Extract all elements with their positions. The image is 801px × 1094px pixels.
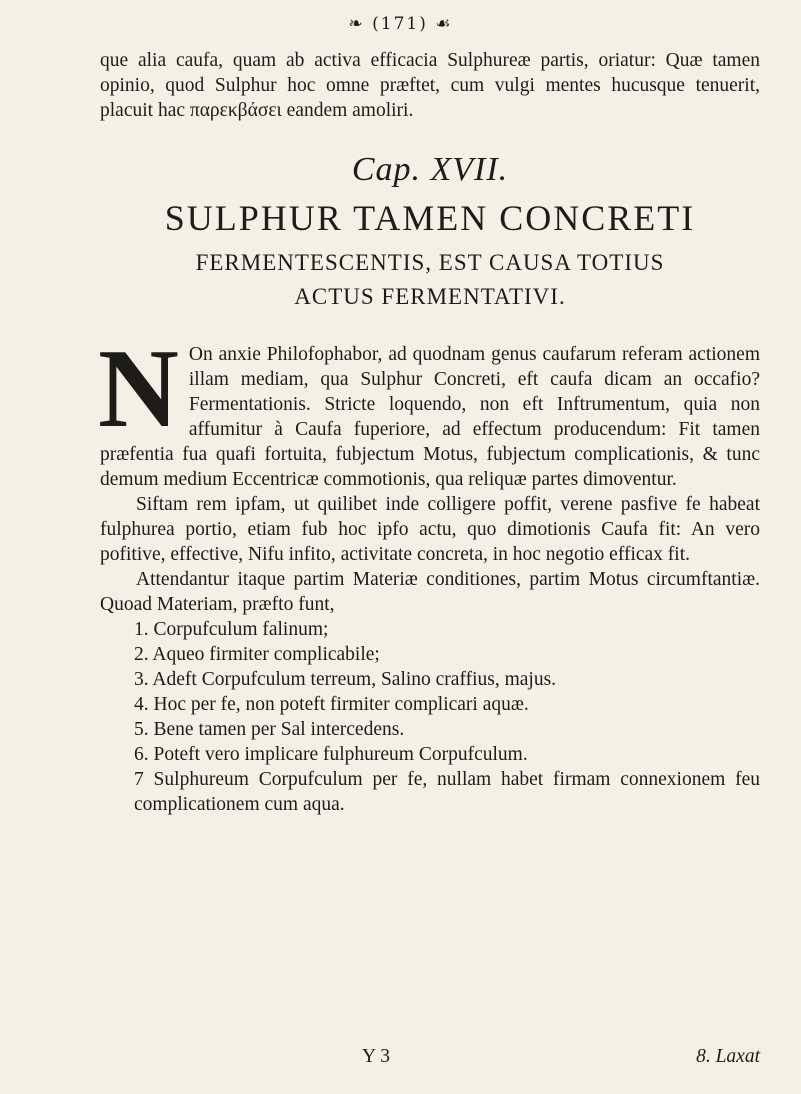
list-item: 5. Bene tamen per Sal intercedens. xyxy=(134,719,405,740)
intro-paragraph: que alia caufa, quam ab activa efficacia Sulphureæ partis, oriatur: Quæ tamen opinio, quod Sulphur hoc omne præftet, cum vulgi mentes hucusque tenuerit, placuit hac παρεκβάσει eandem amoliri. xyxy=(100,50,760,121)
list-item: 1. Corpufculum falinum; xyxy=(134,619,329,640)
list-item: 7 Sulphureum Corpufculum per fe, nullam habet firmam connexionem feu complicationem cum aqua. xyxy=(134,769,760,815)
list-item: 4. Hoc per fe, non poteft firmiter complicari aquæ. xyxy=(134,694,529,715)
chapter-title-line-3: ACTUS FERMENTATIVI. xyxy=(294,284,566,309)
list-item: 3. Adeft Corpufculum terreum, Salino craffius, majus. xyxy=(134,669,557,690)
chapter-title-line-1: SULPHUR TAMEN CONCRETI xyxy=(164,198,696,238)
catchword: 8. Laxat xyxy=(696,1046,760,1067)
ornament-left: ❧ xyxy=(348,14,373,34)
main-text xyxy=(98,327,760,817)
page-number: (171) xyxy=(372,14,428,34)
list-item: 2. Aqueo firmiter complicabile; xyxy=(134,644,380,665)
page-header xyxy=(0,14,801,34)
drop-cap: N xyxy=(98,327,179,451)
materia-list xyxy=(100,617,760,817)
paragraph-1 xyxy=(98,327,760,492)
chapter-heading: Cap. XVII. xyxy=(351,151,509,188)
ornament-right: ☙ xyxy=(427,14,453,34)
chapter-title-line-2: FERMENTESCENTIS, EST CAUSA TOTIUS xyxy=(195,250,665,275)
list-item: 6. Poteft vero implicare fulphureum Corpufculum. xyxy=(134,744,528,765)
paragraph-1-text: On anxie Philofophabor, ad quodnam genus caufarum referam actionem illam mediam, qua Sulphur Concreti, eft caufa dicam an occafio? Fermentationis. Stricte loquendo, non eft Inftrumentum, quia non affumitur à Caufa fuperiore, ad effectum producendum: Fit tamen præfentia fua quafi fortuita, fubjectum Motus, fubjectum complicationis, & tunc demum medium Eccentricæ commotionis, qua reliquæ partes dimoventur. xyxy=(100,344,760,490)
body-text xyxy=(100,48,760,817)
signature-mark: Y 3 xyxy=(362,1046,390,1067)
paragraph-3: Attendantur itaque partim Materiæ conditiones, partim Motus circumftantiæ. Quoad Materiam, præfto funt, xyxy=(100,569,760,615)
paragraph-2: Siftam rem ipfam, ut quilibet inde colligere poffit, verene pasfive fe habeat fulphurea portio, etiam fub hoc ipfo actu, quo dimotionis Caufa fit: An vero pofitive, effective, Nifu infito, activitate concreta, in hoc negotio efficax fit. xyxy=(100,494,760,565)
